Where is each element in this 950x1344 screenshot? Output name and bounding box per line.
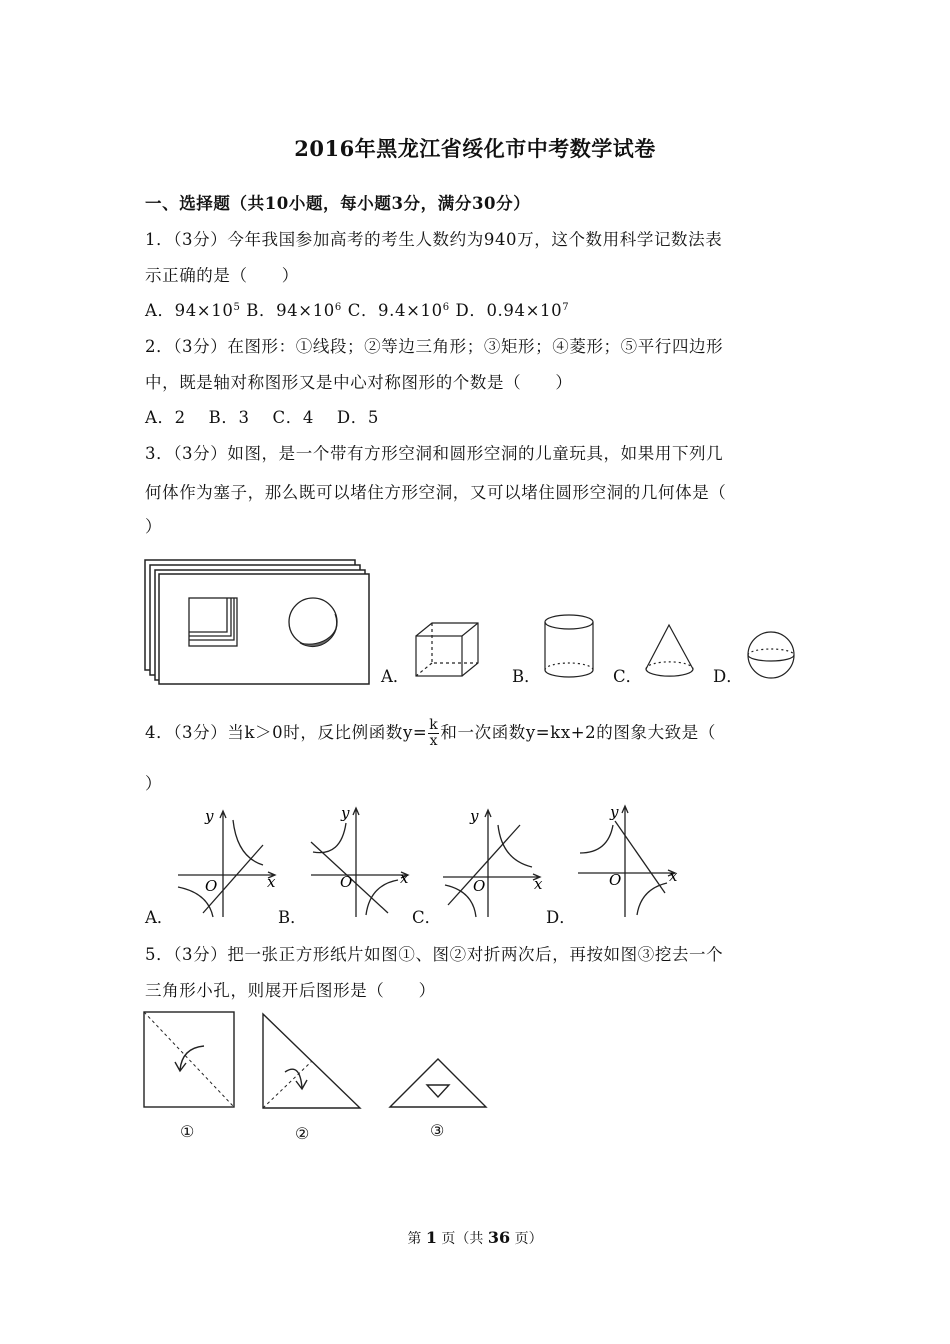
q1-option-a: A．94×10 <box>145 301 234 320</box>
graph-a-x-label: x <box>267 873 276 891</box>
graph-a-y-label: y <box>205 807 214 825</box>
q1-options <box>145 297 569 321</box>
q2-line1: 2．（3分）在图形：①线段；②等边三角形；③矩形；④菱形；⑤平行四边形 <box>145 337 724 356</box>
fold-caption-3: ③ <box>430 1121 445 1140</box>
cylinder-figure <box>540 610 600 685</box>
fold-step-1 <box>142 1010 242 1114</box>
graph-b-x-label: x <box>400 869 409 887</box>
q1-option-d-exp: 7 <box>562 302 570 313</box>
q4-text-post: 和一次函数y=kx+2的图象大致是（ <box>440 723 716 742</box>
q3-label-c: C． <box>613 667 643 686</box>
graph-a-origin: O <box>205 877 218 895</box>
q1-option-b-exp: 6 <box>334 302 342 313</box>
q4-label-b: B． <box>278 908 307 927</box>
q1-option-c-exp: 6 <box>442 302 450 313</box>
toy-figure <box>140 555 380 685</box>
footer-pre: 第 <box>407 1231 426 1247</box>
q4-label-a: A． <box>145 908 174 927</box>
cube-figure <box>410 620 490 680</box>
graph-c-origin: O <box>473 877 486 895</box>
page-title: 2016年黑龙江省绥化市中考数学试卷 <box>294 136 656 161</box>
q3-line2: 何体作为塞子，那么既可以堵住方形空洞，又可以堵住圆形空洞的几何体是（ <box>145 483 727 502</box>
q4-line1 <box>145 715 716 751</box>
section-heading: 一、选择题（共10小题，每小题3分，满分30分） <box>145 194 531 213</box>
graph-d-origin: O <box>609 871 622 889</box>
q3-line3: ） <box>145 517 163 536</box>
fraction-k-over-x <box>428 718 439 749</box>
q2-options: A．2 B．3 C．4 D．5 <box>145 408 379 427</box>
graph-b-origin: O <box>340 873 353 891</box>
fraction-denominator: x <box>429 733 439 749</box>
cone-figure <box>640 622 700 682</box>
graph-c <box>440 805 550 923</box>
footer-total-pages: 36 <box>487 1228 511 1247</box>
q5-line1: 5．（3分）把一张正方形纸片如图①、图②对折两次后，再按如图③挖去一个 <box>145 945 724 964</box>
fold-step-2 <box>260 1010 366 1114</box>
fraction-numerator: k <box>429 717 439 733</box>
q4-line2: ） <box>145 774 163 793</box>
graph-c-x-label: x <box>534 875 543 893</box>
graph-b <box>308 805 418 923</box>
q3-line1: 3．（3分）如图，是一个带有方形空洞和圆形空洞的儿童玩具，如果用下列几 <box>145 444 724 463</box>
fold-step-3 <box>388 1055 488 1111</box>
graph-d <box>575 803 685 923</box>
q1-line1: 1．（3分）今年我国参加高考的考生人数约为940万，这个数用科学记数法表 <box>145 230 723 249</box>
footer-mid: 页（共 <box>436 1231 488 1247</box>
fold-caption-2: ② <box>295 1124 310 1143</box>
graph-a <box>175 805 285 923</box>
q1-option-b: B．94×10 <box>240 301 335 320</box>
footer-post: 页） <box>510 1231 543 1247</box>
q4-label-d: D． <box>546 908 576 927</box>
page-footer <box>0 1228 950 1248</box>
q4-label-c: C． <box>412 908 442 927</box>
q1-option-c: C．9.4×10 <box>341 301 443 320</box>
q4-text-pre: 4．（3分）当k＞0时，反比例函数y= <box>145 723 428 742</box>
sphere-figure <box>744 632 804 682</box>
q1-option-a-exp: 5 <box>233 302 241 313</box>
graph-d-y-label: y <box>610 803 619 821</box>
q1-option-d: D．0.94×10 <box>449 301 563 320</box>
q1-line2: 示正确的是（ ） <box>145 266 299 285</box>
q3-label-d: D． <box>713 667 743 686</box>
q5-line2: 三角形小孔，则展开后图形是（ ） <box>145 981 436 1000</box>
fold-caption-1: ① <box>180 1122 195 1141</box>
q2-line2: 中，既是轴对称图形又是中心对称图形的个数是（ ） <box>145 373 573 392</box>
graph-c-y-label: y <box>470 807 479 825</box>
q3-label-a: A． <box>381 667 410 686</box>
q3-label-b: B． <box>512 667 541 686</box>
footer-page-number: 1 <box>425 1228 437 1247</box>
graph-d-x-label: x <box>669 867 678 885</box>
graph-b-y-label: y <box>341 804 350 822</box>
